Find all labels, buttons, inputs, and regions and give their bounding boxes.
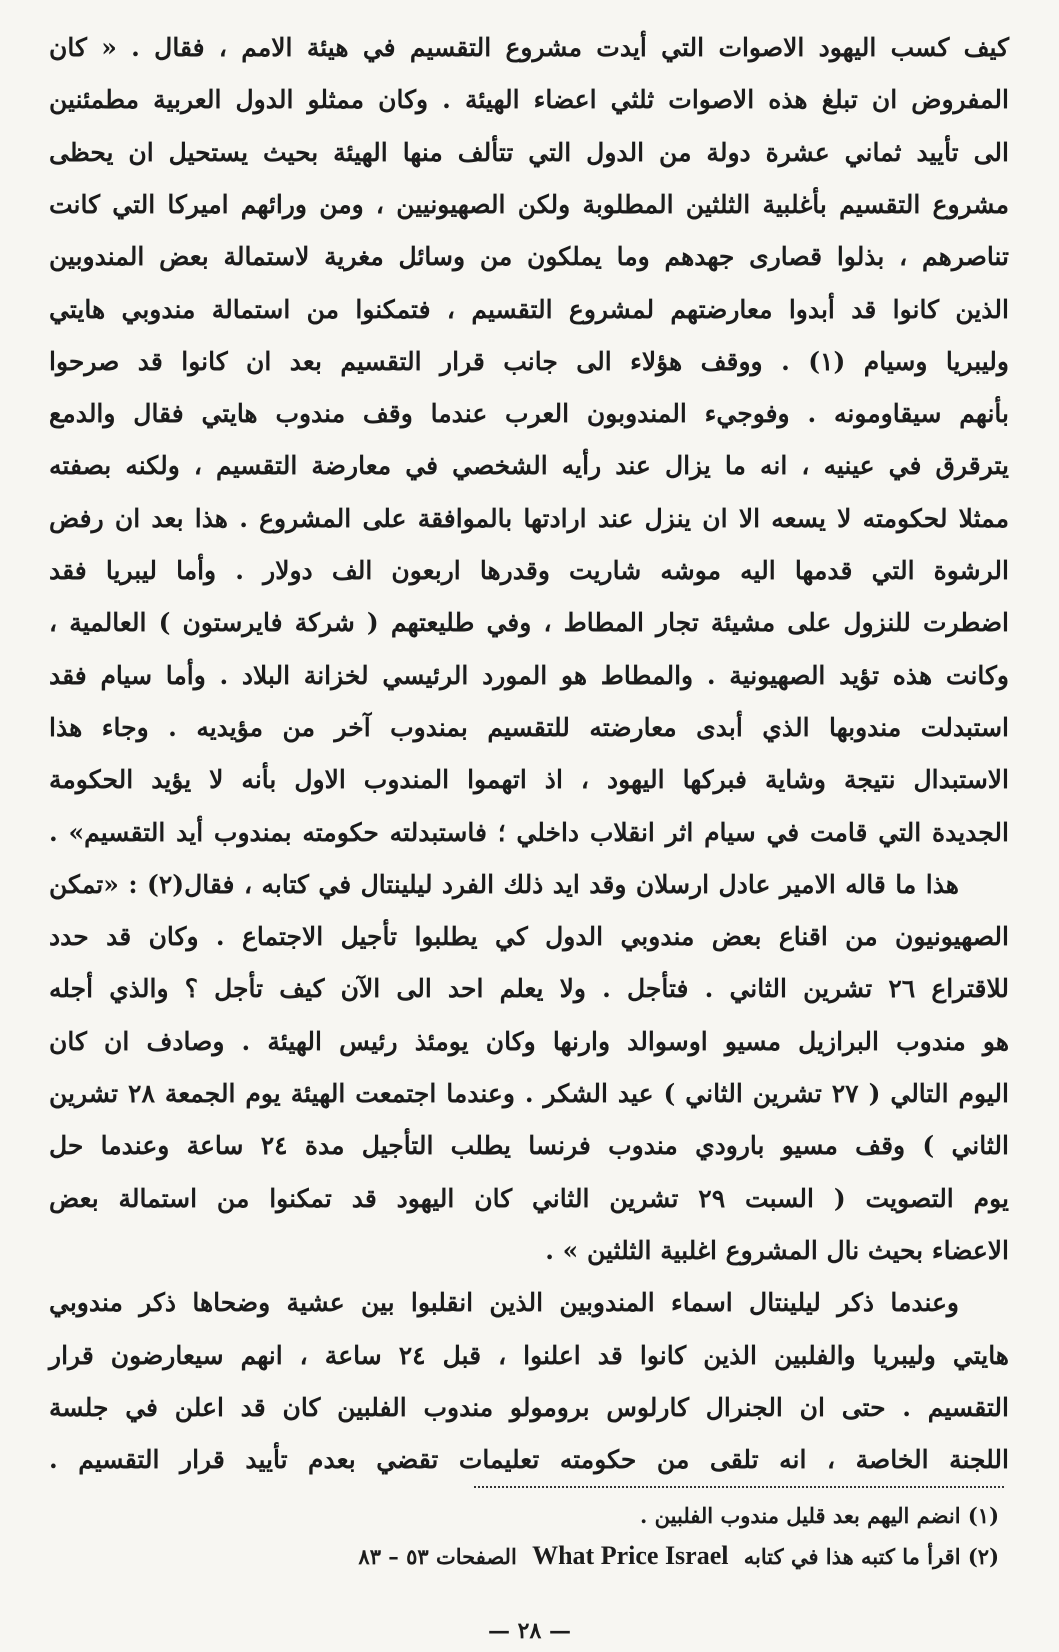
text-line: الى تأييد ثماني عشرة دولة من الدول التي تتألف منها الهيئة بحيث يستحيل ان يحظى: [49, 137, 1009, 167]
text-line: وليبريا وسيام (١) . ووقف هؤلاء الى جانب قرار التقسيم بعد ان كانوا قد صرحوا: [49, 346, 1009, 376]
footnote-1: (١) انضم اليهم بعد قليل مندوب الفلبين .: [640, 1503, 999, 1528]
text-line: الاعضاء بحيث نال المشروع اغلبية الثلثين » .: [545, 1235, 1009, 1265]
text-line: كيف كسب اليهود الاصوات التي أيدت مشروع التقسيم في هيئة الامم ، فقال . « كان: [49, 33, 1009, 62]
footnote-2-pages: الصفحات ٥٣ – ٨٣: [358, 1544, 517, 1569]
text-line: اليوم التالي ( ٢٧ تشرين الثاني ) عيد الشكر . وعندما اجتمعت الهيئة يوم الجمعة ٢٨ تشرين: [49, 1079, 1009, 1108]
text-line: الصهيونيون من اقناع بعض مندوبي الدول كي يطلبوا تأجيل الاجتماع . وكان قد حدد: [49, 922, 1009, 952]
text-line: وعندما ذكر ليلينتال اسماء المندوبين الذين انقلبوا بين عشية وضحاها ذكر مندوبي: [49, 1288, 959, 1318]
footnote-2: [69, 1540, 999, 1573]
text-line: الرشوة التي قدمها اليه موشه شاريت وقدرها اربعون الف دولار . وأما ليبريا فقد: [49, 556, 1009, 585]
text-line: الجديدة التي قامت في سيام اثر انقلاب داخلي ؛ فاستبدلته حكومته بمندوب أيد التقسيم» .: [49, 817, 1009, 847]
text-line: الذين كانوا قد أبدوا معارضتهم لمشروع التقسيم ، فتمكنوا من استمالة مندوبي هايتي: [49, 294, 1009, 324]
text-line: هذا ما قاله الامير عادل ارسلان وقد ايد ذلك الفرد ليلينتال في كتابه ، فقال(٢) : «تمكن: [49, 869, 959, 899]
text-line: مشروع التقسيم بأغلبية الثلثين المطلوبة ولكن الصهيونيين ، ومن ورائهم اميركا التي كانت: [49, 189, 1009, 219]
text-line: الثاني ) وقف مسيو بارودي مندوب فرنسا يطلب التأجيل مدة ٢٤ ساعة وعندما حل: [49, 1131, 1009, 1161]
text-line: هايتي وليبريا والفلبين الذين كانوا قد اعلنوا ، قبل ٢٤ ساعة ، انهم سيعارضون قرار: [49, 1340, 1009, 1370]
text-line: ممثلا لحكومته لا يسعه الا ان ينزل عند ارادتها بالموافقة على المشروع . هذا بعد ان رفض: [49, 503, 1009, 533]
text-line: بأنهم سيقاومونه . وفوجيء المندوبون العرب عندما وقف مندوب هايتي فقال والدمع: [49, 399, 1009, 429]
page-number: — ٢٨ —: [488, 1618, 571, 1644]
text-line: استبدلت مندوبها الذي أبدى معارضته للتقسيم بمندوب آخر من مؤيديه . وجاء هذا: [49, 712, 1009, 742]
text-line: تناصرهم ، بذلوا قصارى جهدهم وما يملكون من وسائل مغرية لاستمالة بعض المندوبين: [49, 242, 1009, 272]
text-line: اللجنة الخاصة ، انه تلقى من حكومته تعليمات تقضي بعدم تأييد قرار التقسيم .: [49, 1445, 1009, 1475]
text-line: اضطرت للنزول على مشيئة تجار المطاط ، وفي طليعتهم ( شركة فايرستون ) العالمية ،: [49, 608, 1009, 638]
text-line: التقسيم . حتى ان الجنرال كارلوس برومولو مندوب الفلبين كان قد اعلن في جلسة: [49, 1392, 1009, 1422]
book-title: What Price Israel: [532, 1541, 729, 1570]
text-line: الاستبدال نتيجة وشاية فبركها اليهود ، اذ اتهموا المندوب الاول بأنه لا يؤيد الحكومة: [49, 765, 1009, 795]
text-line: وكانت هذه تؤيد الصهيونية . والمطاط هو المورد الرئيسي لخزانة البلاد . وأما سيام فقد: [49, 660, 1009, 690]
text-line: يوم التصويت ( السبت ٢٩ تشرين الثاني كان اليهود قد تمكنوا من استمالة بعض: [49, 1183, 1009, 1213]
text-line: يترقرق في عينيه ، انه ما يزال عند رأيه الشخصي في معارضة التقسيم ، ولكنه بصفته: [49, 451, 1009, 481]
text-line: للاقتراع ٢٦ تشرين الثاني . فتأجل . ولا يعلم احد الى الآن كيف تأجل ؟ والذي أجله: [49, 974, 1009, 1004]
text-line: المفروض ان تبلغ هذه الاصوات ثلثي اعضاء الهيئة . وكان ممثلو الدول العربية مطمئنين: [49, 85, 1009, 115]
footnote-2-prefix: (٢) اقرأ ما كتبه هذا في كتابه: [743, 1544, 999, 1569]
text-line: هو مندوب البرازيل مسيو اوسوالد وارنها وكان يومئذ رئيس الهيئة . وصادف ان كان: [49, 1026, 1010, 1056]
footnote-separator: [474, 1486, 1004, 1488]
